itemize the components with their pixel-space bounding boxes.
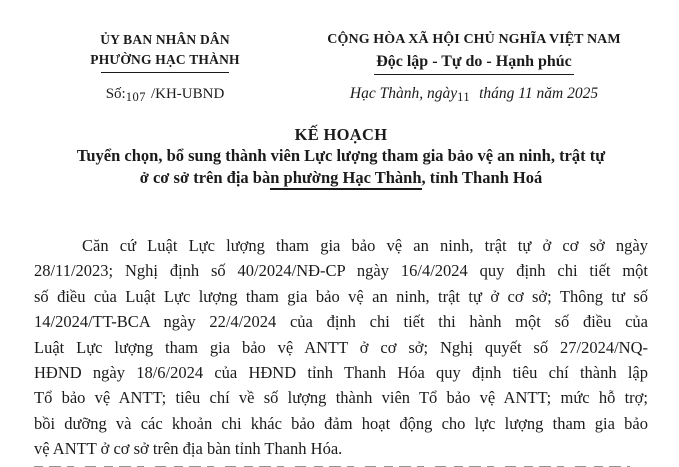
document-number [52, 86, 278, 103]
dateline-month-year: tháng 11 năm 2025 [479, 85, 599, 102]
issuing-authority-block [52, 30, 278, 103]
issuer-name-line2: PHƯỜNG HẠC THÀNH [90, 52, 240, 67]
body-line: vệ ANTT ở cơ sở trên địa bàn tỉnh Thanh Hóa. [34, 439, 343, 459]
body-line: HĐND ngày 18/6/2024 của HĐND tỉnh Thanh Hóa quy định tiêu chí thành lập [34, 363, 648, 383]
subtitle-line2-pre: ở cơ sở trên địa bà [139, 168, 271, 187]
issuer-name-line1: ỦY BAN NHÂN DÂN [100, 32, 230, 47]
national-motto-row [295, 51, 653, 75]
body-line: Tổ bảo vệ ANTT; tiêu chí về số lượng thành viên Tổ bảo vệ ANTT; mức hỗ trợ; [34, 388, 648, 408]
dateline-place-prefix: Hạc Thành, ngày [349, 85, 458, 102]
national-motto: Độc lập - Tự do - Hạnh phúc [374, 51, 574, 75]
document-body [34, 233, 648, 467]
national-header-block [295, 30, 653, 103]
body-line: 14/2024/TT-BCA ngày 22/4/2024 của định chi tiết thi hành một số điều của [34, 312, 648, 332]
document-header [0, 30, 679, 120]
document-title: KẾ HOẠCH [294, 125, 388, 144]
body-line: 28/11/2023; Nghị định số 40/2024/NĐ-CP ngày 16/4/2024 quy định chi tiết một [34, 261, 648, 281]
document-subtitle-line1: Tuyển chọn, bổ sung thành viên Lực lượng tham gia bảo vệ an ninh, trật tự [76, 146, 606, 165]
doc-number-label: Số: [105, 86, 126, 102]
body-line: Luật Lực lượng tham gia bảo vệ ANTT ở cơ sở; Nghị quyết số 27/2024/NQ- [34, 337, 648, 357]
body-line: số điều của Luật Lực lượng tham gia bảo vệ an ninh, trật tự ở cơ sở; Thông tư số [34, 286, 648, 306]
body-line: Căn cứ Luật Lực lượng tham gia bảo vệ an ninh, trật tự ở cơ sở ngày [82, 236, 648, 255]
dateline [295, 85, 653, 103]
doc-number-suffix: /KH-UBND [150, 86, 225, 102]
document-subtitle-line2 [34, 167, 648, 189]
subtitle-line2-underlined: n phường Hạc Thành [270, 168, 421, 190]
issuer-underline-rule [101, 72, 229, 73]
doc-number-value: 107 [125, 89, 146, 104]
title-block [34, 124, 648, 189]
subtitle-line2-post: , tỉnh Thanh Hoá [421, 168, 543, 187]
dateline-day-value: 11 [457, 89, 471, 104]
body-line: bồi dưỡng và các khoản chi khác bảo đảm hoạt động cho lực lượng tham gia bảo [34, 413, 648, 433]
national-title: CỘNG HÒA XÃ HỘI CHỦ NGHĨA VIỆT NAM [327, 32, 621, 47]
